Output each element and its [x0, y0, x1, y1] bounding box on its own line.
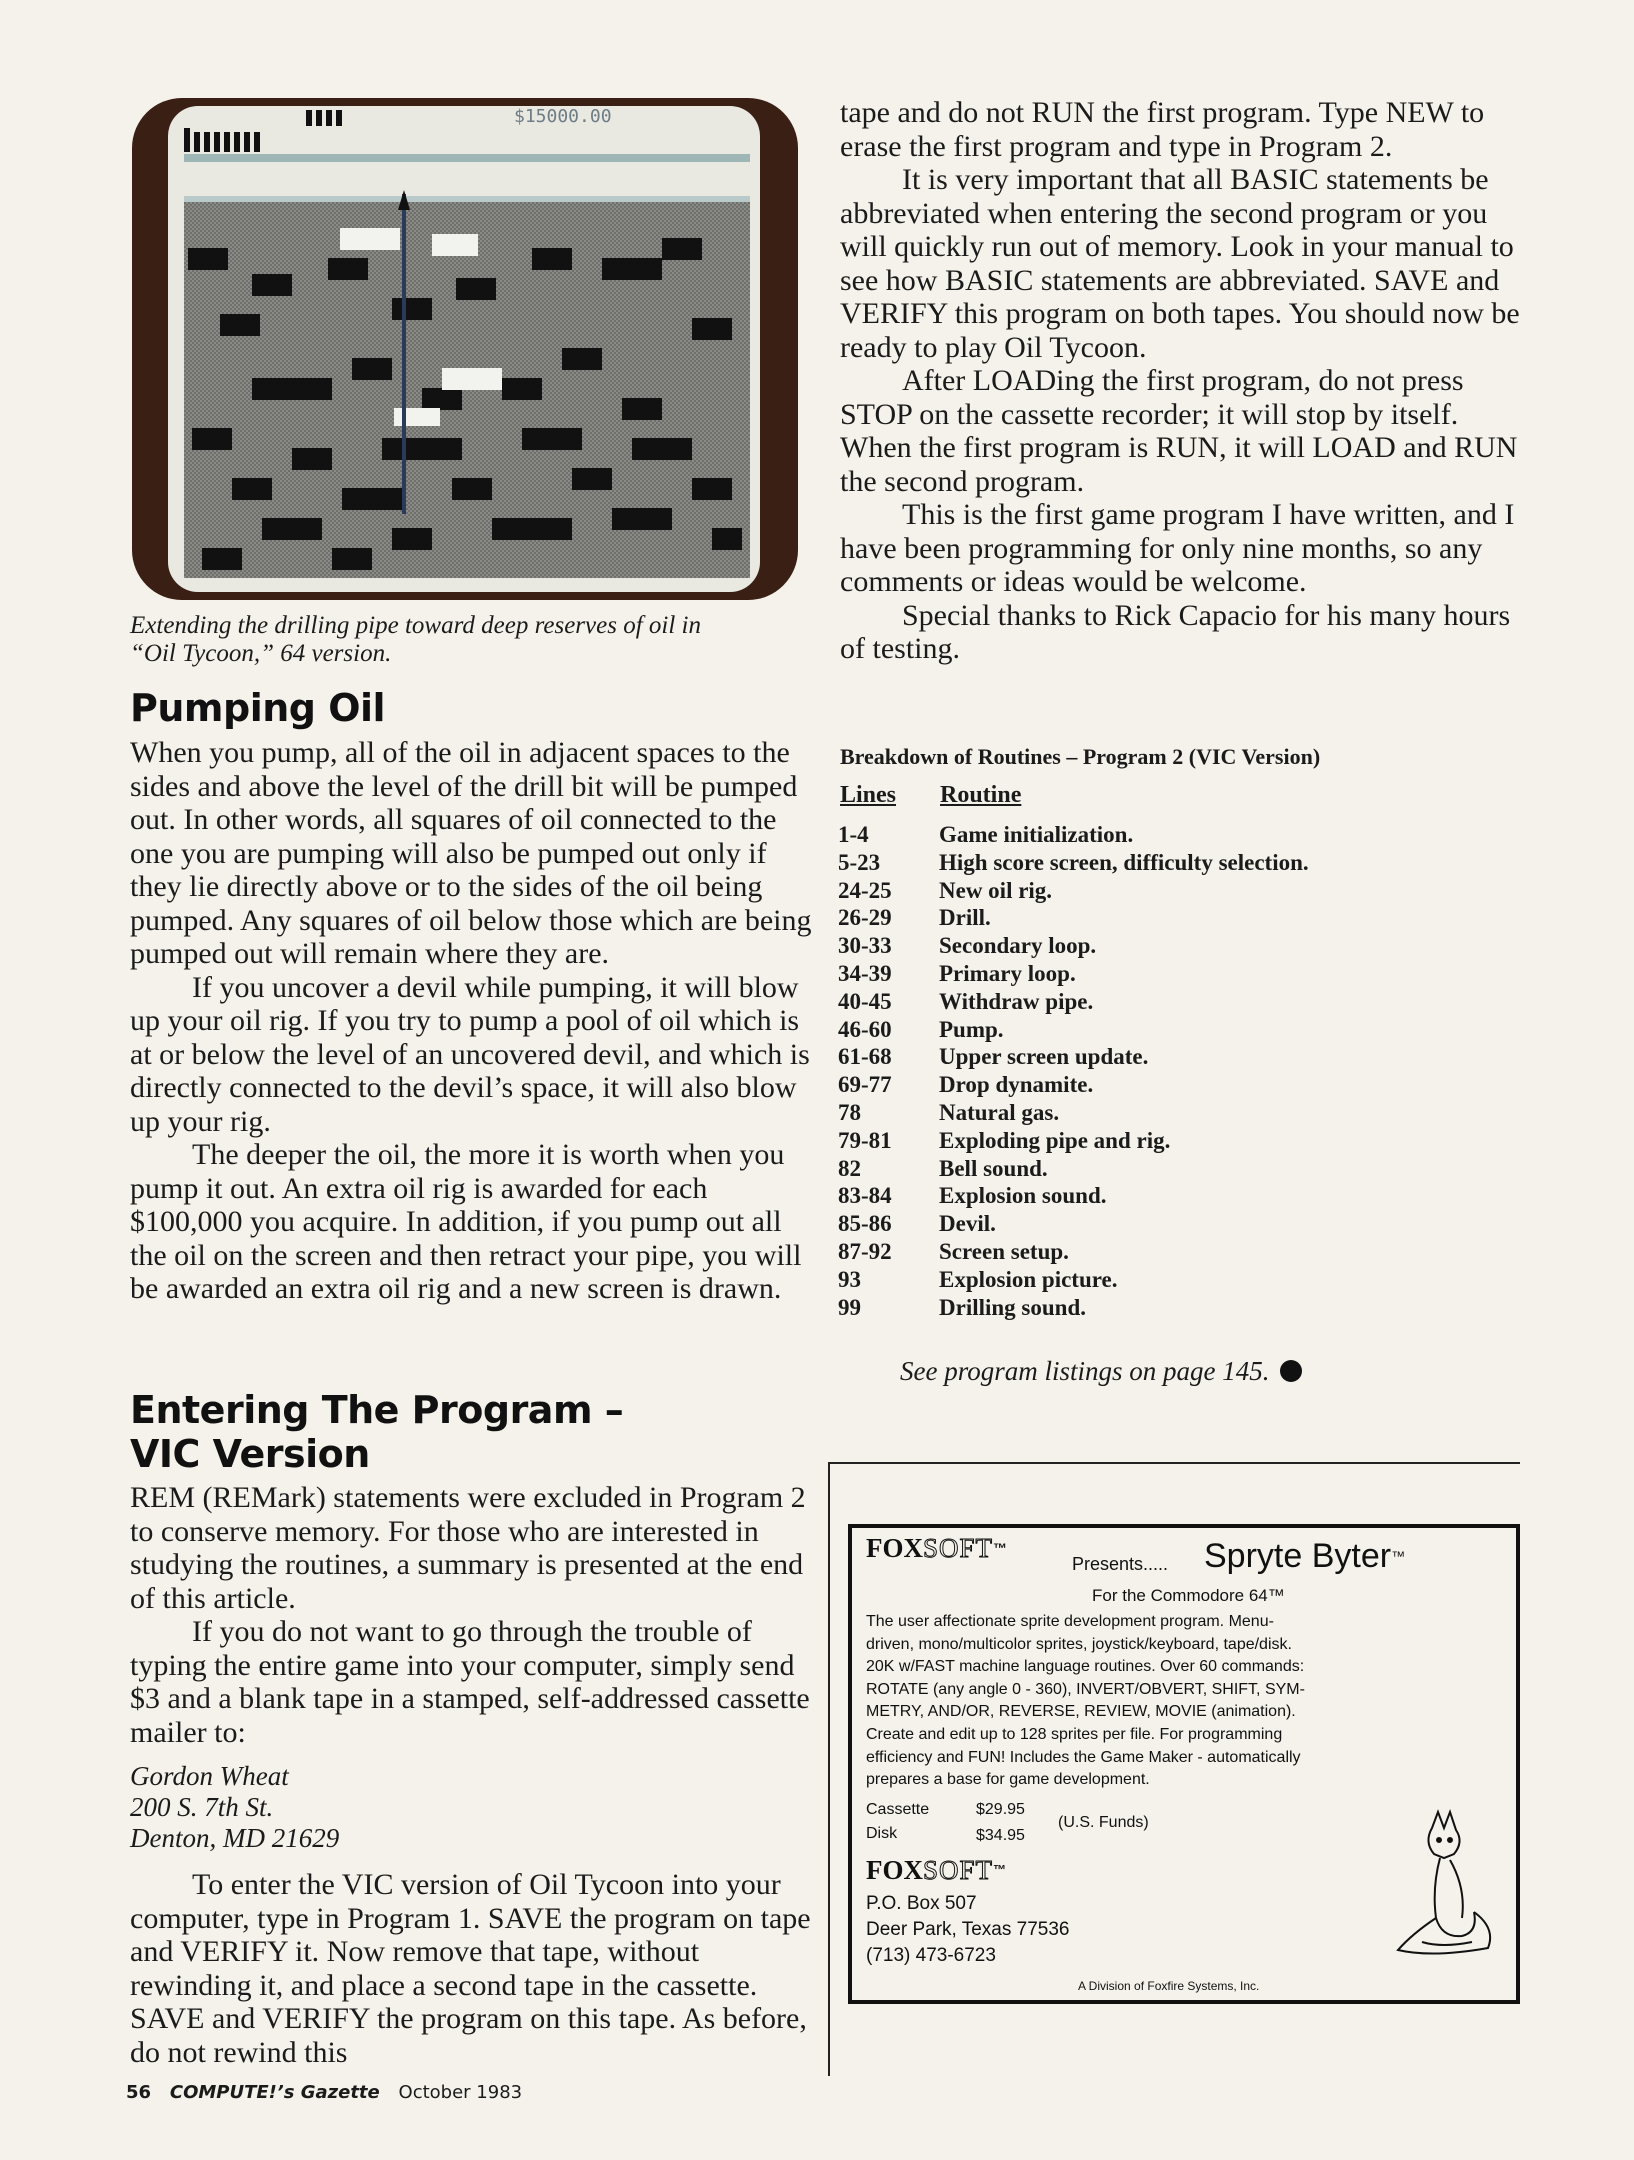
ad-description-line: prepares a base for game development. [866, 1771, 1150, 1789]
row-routine: Game initialization. [939, 822, 1134, 847]
column-divider [828, 1462, 830, 2076]
entering-heading-line-1: Entering The Program – [130, 1388, 624, 1432]
end-mark-icon [1280, 1360, 1302, 1382]
row-routine: Pump. [939, 1016, 1004, 1042]
ad-description-line: METRY, AND/OR, REVERSE, REVIEW, MOVIE (animation). [866, 1703, 1296, 1721]
row-lines: 46-60 [838, 1016, 892, 1042]
right-paragraph-4: This is the first game program I have written, and I have been programming for only nine months, so any comments or ideas would be welcome. [840, 498, 1515, 598]
row-lines: 34-39 [838, 961, 892, 986]
entering-heading [130, 1388, 623, 1476]
ad-phone: (713) 473-6723 [866, 1945, 996, 1966]
ad-description-line: ROTATE (any angle 0 - 360), INVERT/OBVERT, SHIFT, SYM- [866, 1680, 1305, 1698]
column-routine-header: Routine [940, 782, 1022, 808]
column-lines-header: Lines [840, 782, 897, 808]
row-lines: 78 [838, 1100, 861, 1125]
row-routine: Exploding pipe and rig. [939, 1127, 1171, 1153]
ad-description-line: driven, mono/multicolor sprites, joystick/keyboard, tape/disk. [866, 1635, 1292, 1653]
right-column-text [840, 96, 1530, 666]
row-lines: 40-45 [838, 988, 892, 1014]
oil-tycoon-screen-image [132, 98, 798, 600]
pumping-oil-heading: Pumping Oil [130, 686, 386, 730]
ad-description-line: Create and edit up to 128 sprites per file. For programming [866, 1726, 1283, 1743]
row-routine: Natural gas. [939, 1100, 1060, 1125]
fox-illustration-icon [1392, 1808, 1502, 1958]
screenshot-caption [130, 612, 810, 668]
pumping-paragraph-2: If you uncover a devil while pumping, it will blow up your oil rig. If you try to pump a pool of oil which is at or below the level of an uncovered devil, and which is directly connected to the devil’s space, it will also blow up your rig. [130, 970, 810, 1138]
row-routine: Drop dynamite. [939, 1072, 1094, 1098]
product-name-text: Spryte Byter [1204, 1537, 1392, 1575]
routines-title: Breakdown of Routines – Program 2 (VIC Version) [840, 744, 1321, 769]
row-routine: High score screen, difficulty selection. [939, 849, 1309, 875]
row-lines: 69-77 [838, 1072, 892, 1098]
row-routine: Primary loop. [939, 961, 1076, 986]
row-lines: 5-23 [838, 849, 881, 875]
row-lines: 30-33 [838, 933, 892, 959]
foxsoft-advertisement [848, 1524, 1520, 2004]
entering-paragraph-1: REM (REMark) statements were excluded in Program 2 to conserve memory. For those who are interested in studying the routines, a summary is presented at the end of this article. [130, 1481, 806, 1615]
caption-line-2: “Oil Tycoon,” 64 version. [130, 640, 392, 667]
row-routine: Devil. [939, 1211, 996, 1237]
row-routine: Screen setup. [939, 1239, 1069, 1264]
right-paragraph-2: It is very important that all BASIC statements be abbreviated when entering the second program or you will quickly run out of memory. Look in your manual to see how BASIC statements are abbreviated. SAVE and VERIFY this program on both tapes. You should now be ready to play Oil Tycoon. [840, 163, 1520, 364]
game-screenshot [132, 98, 798, 600]
brand-fox: FOX [866, 1533, 923, 1563]
row-lines: 87-92 [838, 1239, 892, 1264]
caption-line-1: Extending the drilling pipe toward deep reserves of oil in [130, 612, 701, 639]
magazine-name: COMPUTE!’s Gazette [169, 2082, 380, 2103]
row-routine: Withdraw pipe. [939, 988, 1094, 1014]
routines-header [840, 782, 1440, 812]
row-lines: 82 [838, 1155, 861, 1181]
right-paragraph-5: Special thanks to Rick Capacio for his many hours of testing. [840, 598, 1511, 665]
ad-description-line: The user affectionate sprite development program. Menu- [866, 1613, 1274, 1630]
ad-description-line: efficiency and FUN! Includes the Game Maker - automatically [866, 1748, 1301, 1766]
row-lines: 93 [838, 1266, 861, 1292]
entering-paragraph-3: To enter the VIC version of Oil Tycoon into your computer, type in Program 1. SAVE the program on tape and VERIFY it. Now remove that tape, without rewinding it, and place a second tape in the cassette. SAVE and VERIFY the program on this tape. As before, do not rewind this [130, 1868, 811, 2069]
ad-address-1: P.O. Box 507 [866, 1893, 977, 1914]
pumping-paragraph-1: When you pump, all of the oil in adjacent spaces to the sides and above the level of the drill bit will be pumped out. In other words, all squares of oil connected to the one you are pumping will also be pumped out only if they lie directly above or to the sides of the oil being pumped. Any squares of oil below those which are being pumped out will remain where they are. [130, 736, 812, 970]
cassette-price: $29.95 [976, 1801, 1025, 1818]
row-routine: New oil rig. [939, 877, 1053, 903]
brand-soft: SOFT [923, 1533, 994, 1563]
disk-price: $34.95 [976, 1827, 1025, 1844]
ad-product-name [1204, 1536, 1405, 1576]
page-number: 56 [126, 2082, 152, 2103]
pumping-oil-section [130, 736, 818, 1306]
row-routine: Upper screen update. [939, 1044, 1149, 1070]
cassette-label: Cassette [866, 1801, 930, 1818]
page-footer [126, 2082, 522, 2103]
score-readout: $15000.00 [514, 106, 612, 127]
address-city: Denton, MD 21629 [130, 1823, 340, 1853]
entering-paragraph-2: If you do not want to go through the trouble of typing the entire game into your computer, simply send $3 and a blank tape in a stamped, self-addressed cassette mailer to: [130, 1615, 810, 1749]
row-lines: 99 [838, 1294, 861, 1320]
brand-tm: ™ [993, 1540, 1008, 1556]
ad-description-line: 20K w/FAST machine language routines. Over 60 commands: [866, 1658, 1305, 1676]
routines-table [838, 822, 1438, 1326]
entering-section [130, 1481, 818, 2069]
see-listing [900, 1356, 1302, 1387]
ad-brand [866, 1533, 1008, 1563]
pumping-paragraph-3: The deeper the oil, the more it is worth when you pump it out. An extra oil rig is awarded for each $100,000 you acquire. In addition, if you pump out all the oil on the screen and then retract your pipe, you will be awarded an extra oil rig and a new screen is drawn. [130, 1138, 802, 1305]
ad-presents: Presents..... [1072, 1554, 1169, 1574]
brand-footer-tm: ™ [993, 1862, 1007, 1877]
right-paragraph-3: After LOADing the first program, do not press STOP on the cassette recorder; it will stop by itself. When the first program is RUN, it will LOAD and RUN the second program. [840, 364, 1518, 498]
row-routine: Bell sound. [939, 1155, 1048, 1181]
right-paragraph-1: tape and do not RUN the first program. Type NEW to erase the first program and type in Program 2. [840, 96, 1485, 163]
entering-heading-line-2: VIC Version [130, 1432, 370, 1476]
row-routine: Drilling sound. [939, 1294, 1086, 1320]
ad-brand-footer [866, 1855, 1007, 1885]
row-routine: Explosion picture. [939, 1266, 1118, 1292]
brand-footer-fox: FOX [866, 1855, 923, 1885]
row-lines: 83-84 [838, 1183, 892, 1209]
product-tm: ™ [1391, 1548, 1406, 1564]
row-lines: 85-86 [838, 1211, 892, 1237]
row-lines: 26-29 [838, 905, 892, 931]
row-lines: 61-68 [838, 1044, 892, 1070]
mailing-address [130, 1761, 818, 1854]
see-listing-text: See program listings on page 145. [900, 1356, 1270, 1386]
row-routine: Secondary loop. [939, 933, 1097, 959]
address-street: 200 S. 7th St. [130, 1792, 274, 1822]
row-lines: 24-25 [838, 877, 892, 903]
row-lines: 79-81 [838, 1127, 892, 1153]
address-name: Gordon Wheat [130, 1761, 289, 1791]
issue-date: October 1983 [398, 2082, 523, 2103]
row-routine: Drill. [939, 905, 991, 931]
ad-division: A Division of Foxfire Systems, Inc. [1078, 1979, 1260, 1993]
funds-note: (U.S. Funds) [1058, 1814, 1149, 1831]
ad-for-line: For the Commodore 64™ [1092, 1586, 1285, 1605]
ad-address-2: Deer Park, Texas 77536 [866, 1919, 1070, 1940]
disk-label: Disk [866, 1825, 898, 1842]
ad-top-rule [830, 1462, 1520, 1464]
row-routine: Explosion sound. [939, 1183, 1107, 1209]
brand-footer-soft: SOFT [923, 1855, 994, 1885]
row-lines: 1-4 [838, 822, 869, 847]
